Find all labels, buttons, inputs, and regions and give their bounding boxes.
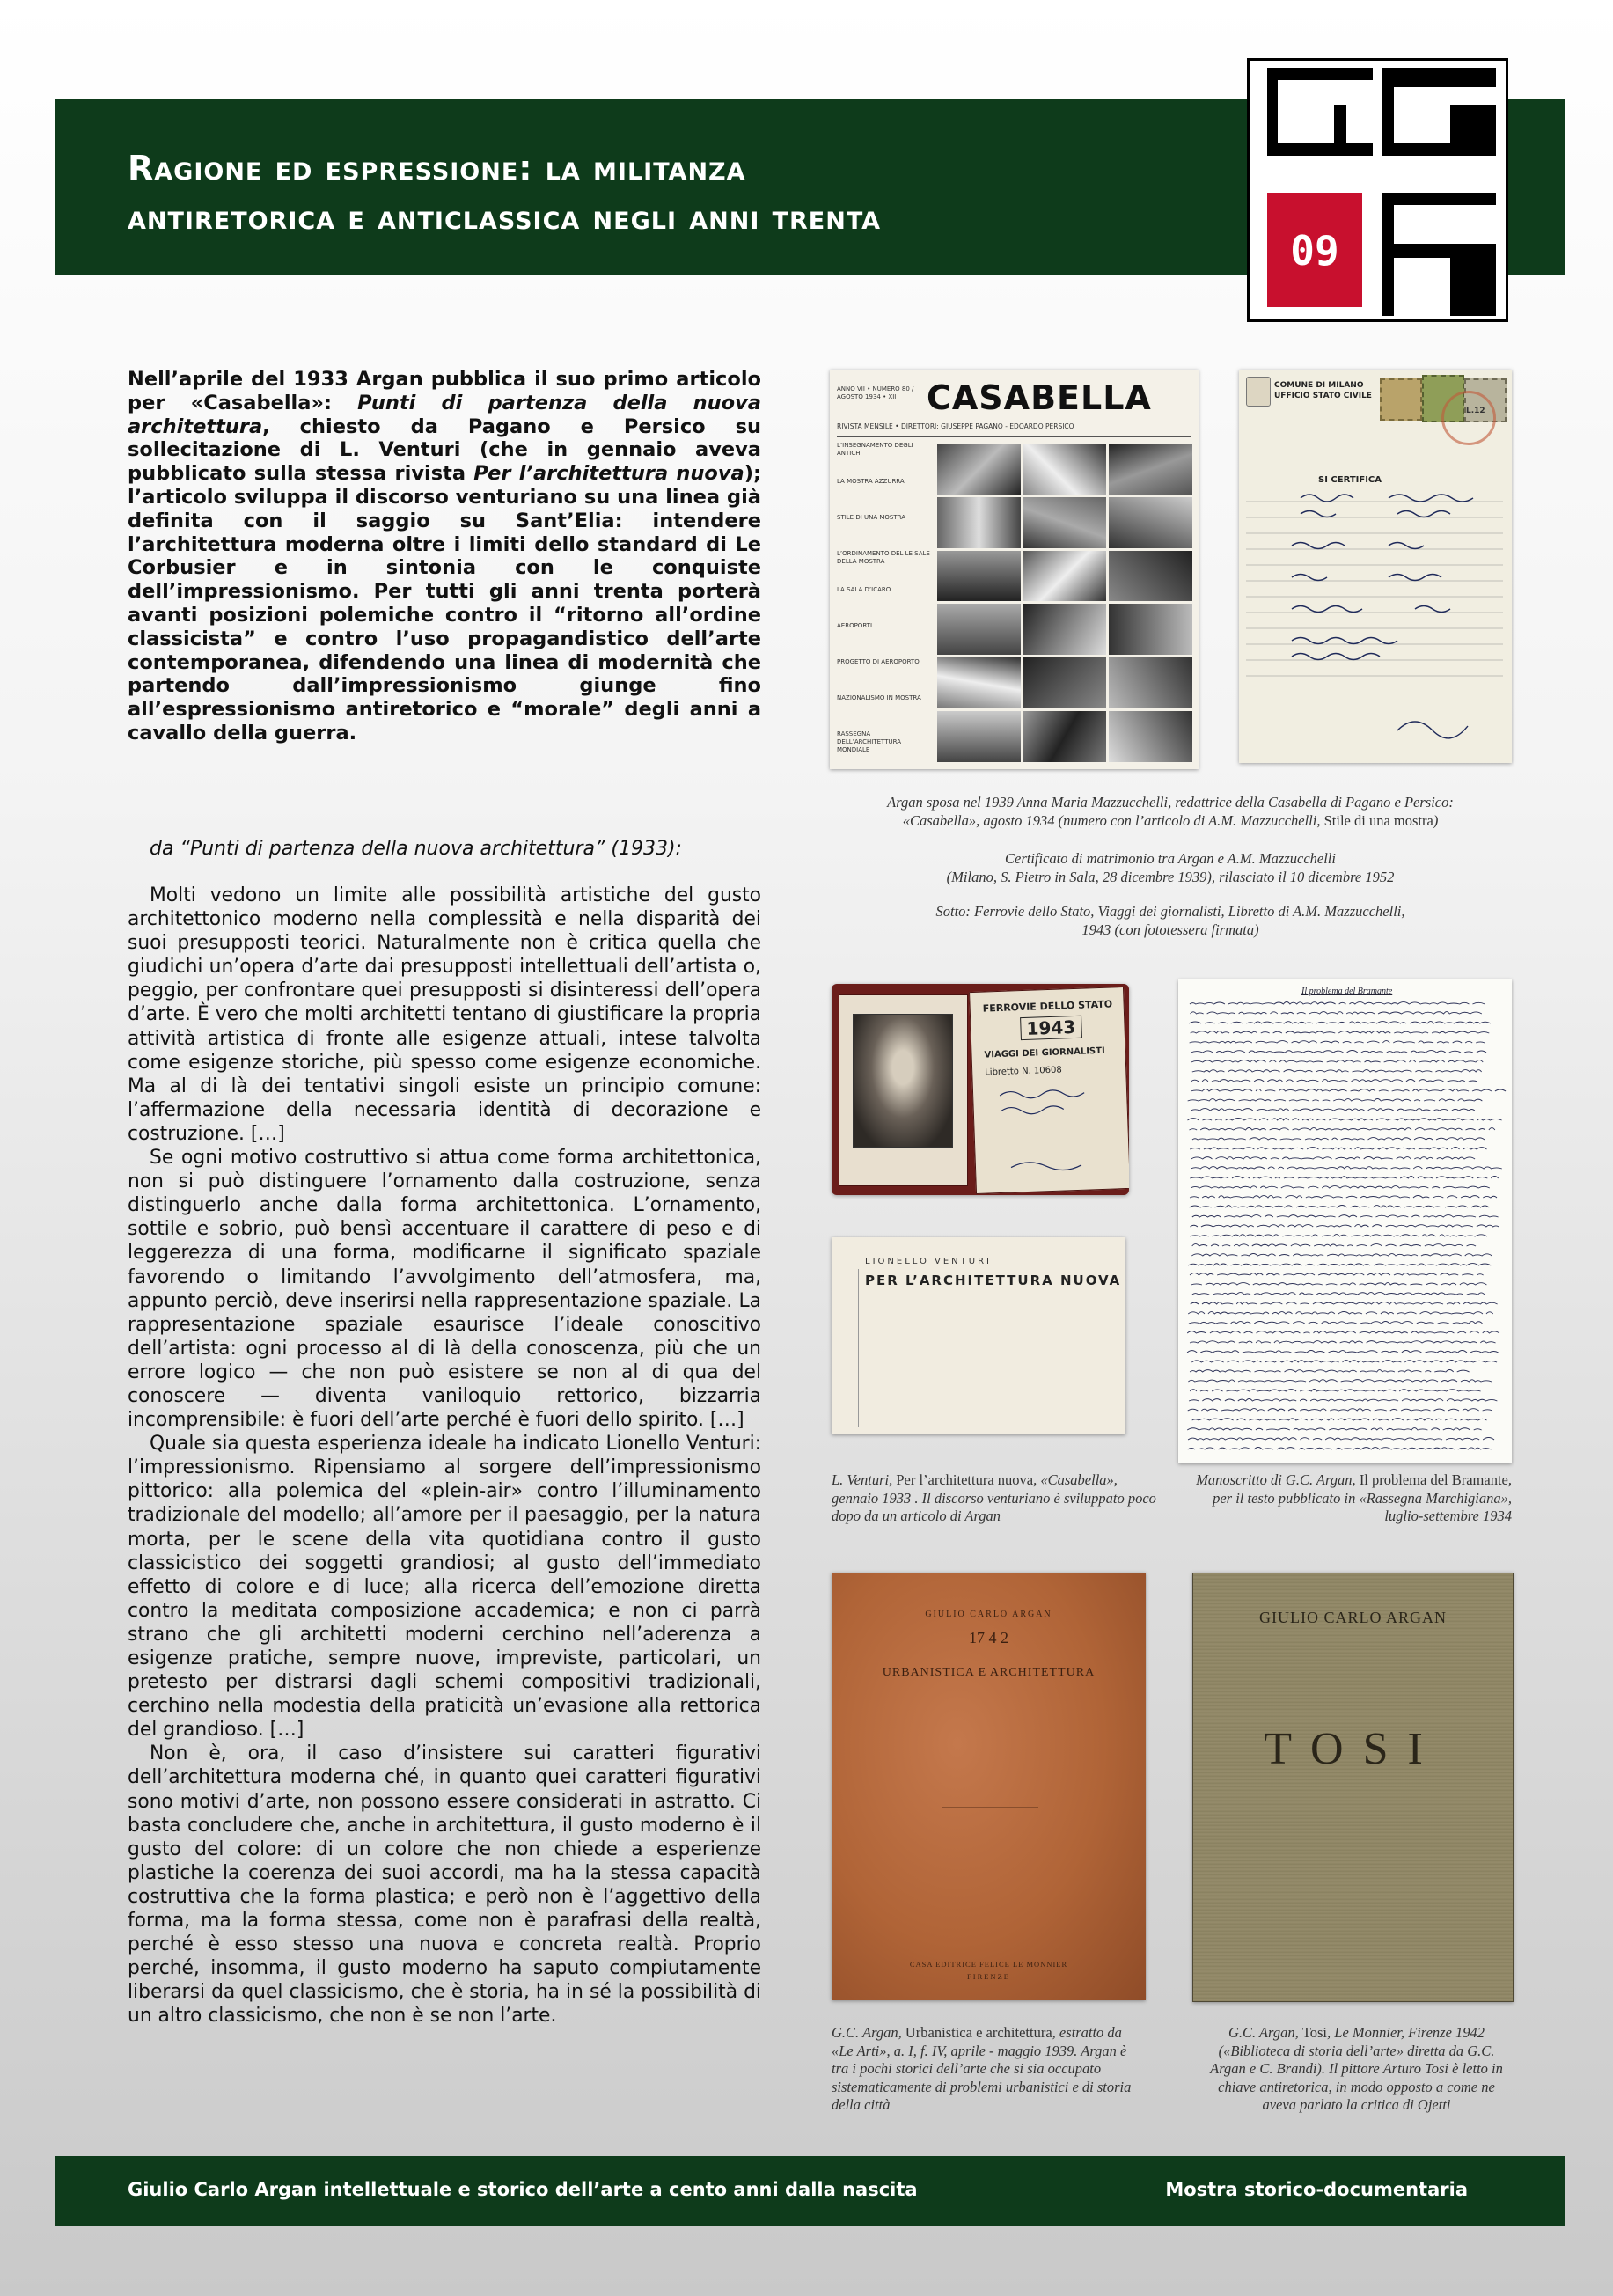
excerpt-paragraph: Se ogni motivo costruttivo si attua come forma architettonica, non si può distinguere l’ornamento dalla costruzione, senza distinguerlo anche dalla forma architettonica. L’ornamento, sottile e sobrio, può bensì accentuare il carattere di peso e di leggerezza di una forma, modificarne il significato spaziale favorendo o limitando l’avvolgimento dell’atmosfera, ma, appunto perciò, deve inserirsi nella rappresentazione spaziale. La rappresentazione spaziale esaurisce l’ideale conoscitivo dell’artista: ogni processo al di là della conoscenza, più che un errore logico — che non può esistere se non al di qua del conoscere — diventa vaniloquio rettorico, bizzarria incomprensibile: è fuori dell’arte perché è fuori dello spirito. […] bbox=[128, 1147, 761, 1432]
pass-issuer: FERROVIE DELLO STATO bbox=[982, 998, 1113, 1015]
casabella-masthead: CASABELLA bbox=[927, 378, 1152, 417]
certificate-handwriting bbox=[1239, 370, 1512, 763]
handwriting-line bbox=[1188, 1264, 1491, 1265]
handwriting-line bbox=[1190, 1002, 1485, 1005]
handwriting-line bbox=[1188, 1438, 1494, 1441]
manuscript-image bbox=[1178, 979, 1512, 1463]
excerpt-heading: da “Punti di partenza della nuova architettura” (1933): bbox=[150, 838, 682, 860]
casabella-subtitle: RIVISTA MENSILE • DIRETTORI: GIUSEPPE PAGANO - EDOARDO PERSICO bbox=[837, 422, 1074, 430]
urbanistica-publisher: CASA EDITRICE FELICE LE MONNIER bbox=[909, 1960, 1068, 1969]
handwriting-line bbox=[1187, 1351, 1499, 1353]
handwriting-line bbox=[1188, 1380, 1492, 1382]
excerpt-body bbox=[128, 884, 761, 2028]
handwriting-line bbox=[1191, 1012, 1485, 1014]
tosi-author: GIULIO CARLO ARGAN bbox=[1259, 1609, 1447, 1626]
urbanistica-extract-block bbox=[942, 1807, 1038, 1845]
caption-urbanistica: G.C. Argan, Urbanistica e architettura, estratto da «Le Arti», a. I, f. IV, aprile - maggio 1939. Argan è tra i pochi storici dell’arte che si sia occupato sistematicamente di problemi urbanistici e di storia della città bbox=[832, 2024, 1132, 2113]
venturi-title: PER L’ARCHITETTURA NUOVA bbox=[865, 1273, 1122, 1288]
handwriting-line bbox=[1190, 1273, 1484, 1275]
handwriting-line bbox=[1190, 1235, 1487, 1236]
certificate-header: COMUNE DI MILANO UFFICIO STATO CIVILE bbox=[1274, 381, 1372, 400]
handwriting-line bbox=[1189, 1022, 1491, 1023]
handwriting-line bbox=[1188, 1409, 1492, 1411]
caption-venturi: L. Venturi, Per l’architettura nuova, «Casabella», gennaio 1933 . Il discorso venturiano è sviluppato poco dopo da un articolo di Argan bbox=[832, 1471, 1156, 1524]
handwriting-line bbox=[1191, 1089, 1506, 1091]
caption-manuscript: Manoscritto di G.C. Argan, Il problema del Bramante, per il testo pubblicato in «Rassegna Marchigiana», luglio-settembre 1934 bbox=[1196, 1471, 1512, 1524]
handwriting-line bbox=[1188, 1099, 1486, 1102]
handwriting-line bbox=[1191, 1186, 1490, 1188]
handwriting-line bbox=[1191, 1051, 1490, 1053]
manuscript-handwriting bbox=[1178, 979, 1512, 1463]
handwriting-line bbox=[1191, 1080, 1477, 1082]
handwriting-line bbox=[1189, 1322, 1483, 1324]
casabella-info: ANNO VII • NUMERO 80 / AGOSTO 1934 • XII bbox=[837, 385, 914, 400]
exhibition-logo bbox=[1247, 58, 1508, 322]
logo-number: 09 bbox=[1290, 227, 1339, 275]
title-line-1: Ragione ed espressione: la militanza bbox=[128, 149, 746, 187]
urbanistica-number: 17 4 2 bbox=[969, 1629, 1008, 1647]
caption-tosi: G.C. Argan, Tosi, Le Monnier, Firenze 1942 («Biblioteca di storia dell’arte» diretta da G.C. Argan e C. Brandi). Il pittore Arturo Tosi è letto in chiave antiretorica, in modo opposto a come ne aveva parlato la critica di Ojetti bbox=[1210, 2024, 1503, 2113]
caption-certificate: Certificato di matrimonio tra Argan e A.M. Mazzucchelli (Milano, S. Pietro in Sala, 28 dicembre 1939), rilasciato il 10 dicembre 1952 bbox=[946, 850, 1395, 885]
caption-casabella: Argan sposa nel 1939 Anna Maria Mazzucchelli, redattrice della Casabella di Pagano e Persico: «Casabella», agosto 1934 (numero con l’articolo di A.M. Mazzucchelli, Stile di una mostra) bbox=[887, 794, 1454, 829]
handwriting-line bbox=[1190, 1148, 1486, 1150]
handwriting-line bbox=[1190, 1206, 1490, 1208]
tosi-book-image bbox=[1192, 1573, 1514, 2002]
pass-year: 1943 bbox=[1020, 1016, 1082, 1040]
handwriting-line bbox=[1191, 1031, 1490, 1034]
handwriting-line bbox=[1192, 1138, 1485, 1140]
handwriting-line bbox=[1190, 1041, 1485, 1043]
title-line-2: antiretorica e anticlassica negli anni trenta bbox=[128, 198, 882, 237]
logo-graphic bbox=[1250, 61, 1506, 319]
handwriting-line bbox=[1188, 1448, 1495, 1450]
casabella-toc: L’INSEGNAMENTO DEGLI ANTICHI LA MOSTRA AZZURRA STILE DI UNA MOSTRA L’ORDINAMENTO DEL LE SALE DELLA MOSTRA LA SALA D’ICARO AEROPORTI PROGETTO DI AEROPORTO NAZIONALISMO IN MOSTRA RASSEGNA DELL’ARCHITETTURA MONDIALE bbox=[837, 442, 930, 753]
handwriting-line bbox=[1189, 1128, 1494, 1131]
handwriting-line bbox=[1190, 1196, 1497, 1199]
handwriting-line bbox=[1192, 1419, 1487, 1420]
venturi-author: LIONELLO VENTURI bbox=[865, 1257, 992, 1266]
handwriting-line bbox=[1191, 1167, 1502, 1169]
pass-number: Libretto N. 10608 bbox=[985, 1065, 1062, 1078]
handwriting-line bbox=[1192, 1070, 1482, 1072]
casabella-cover-image bbox=[830, 370, 1199, 769]
footer-band bbox=[55, 2156, 1565, 2226]
handwriting-line bbox=[1190, 1341, 1496, 1343]
handwriting-line bbox=[1191, 1254, 1492, 1257]
excerpt-paragraph: Non è, ora, il caso d’insistere sui caratteri figurativi dell’architettura moderna ché, in quanto quei caratteri figurativi sono motivi d’arte, non possono essere considerati in astratto. Ci basta concludere che, anche in architettura, il gusto moderno è il gusto del colore: di un colore che non chiede a esperienze plastiche la coerenza dei suoi accordi, ma ha la stessa capacità costruttiva che la forma plastica; e però non è l’aggettivo della forma, ma la forma stessa, come non è parafrasi della realtà, perché è esso stesso una nuova e concreta realtà. Proprio perché, insomma, il gusto moderno ha saputo compiutamente liberarsi da quel classicismo, che è storia, ha in sé la possibilità di un altro classicismo, che non è se non l’arte. bbox=[128, 1742, 761, 2028]
handwriting-line bbox=[1190, 1177, 1499, 1179]
urbanistica-city: FIRENZE bbox=[967, 1972, 1010, 1981]
page-title bbox=[128, 143, 881, 242]
urbanistica-title: URBANISTICA E ARCHITETTURA bbox=[882, 1666, 1096, 1679]
handwriting-line bbox=[1188, 1312, 1492, 1315]
handwriting-line bbox=[1191, 1157, 1476, 1160]
venturi-booklet-image bbox=[832, 1237, 1125, 1434]
excerpt-paragraph: Quale sia questa esperienza ideale ha indicato Lionello Venturi: l’impressionismo. Ripensiamo al sorgere dell’impressionismo pittorico: alla polemica del «plein-air» contro l’illuminamento tradizionale del modello; all’amore per il paesaggio, per la natura morta, per le scene della vita quotidiana contro il gusto classicistico dei soggetti grandiosi; al gusto dell’immediato effetto di colore e di luce; alla ricerca dell’emozione diretta contro la meditata composizione accademica; e non ci parrà strano che gli architetti moderni cerchino nell’aderenza a esigenze pratiche, sempre nuove, impreviste, particolari, un pretesto per distrarsi dagli schemi compositivi tradizionali, cerchino nella modestia della praticità un’evasione alla rettorica del grandioso. […] bbox=[128, 1433, 761, 1742]
urbanistica-book-image bbox=[832, 1573, 1146, 2000]
handwriting-line bbox=[1191, 1283, 1486, 1285]
caption-tessera: Sotto: Ferrovie dello Stato, Viaggi dei giornalisti, Libretto di A.M. Mazzucchelli, 1943 (con fototessera firmata) bbox=[935, 903, 1405, 938]
handwriting-line bbox=[1187, 1331, 1499, 1333]
handwriting-line bbox=[1187, 1119, 1501, 1121]
handwriting-line bbox=[1190, 1390, 1484, 1392]
handwriting-line bbox=[1191, 1060, 1484, 1063]
footer-title: Giulio Carlo Argan intellettuale e storico dell’arte a cento anni dalla nascita bbox=[128, 2179, 918, 2200]
handwriting-line bbox=[1192, 1215, 1499, 1217]
handwriting-line bbox=[1192, 1293, 1485, 1295]
handwriting-line bbox=[1189, 1399, 1500, 1402]
intro-paragraph: Nell’aprile del 1933 Argan pubblica il suo primo articolo per «Casabella»: Punti di partenza della nuova architettura, chiesto da Pagano e Persico su sollecitazione di L. Venturi (che in gennaio aveva pubblicato sulla stessa rivista Per l’architettura nuova); l’articolo sviluppa il discorso venturiano su una linea già definita con il saggio su Sant’Elia: intendere l’architettura moderna oltre i limiti dello standard di Le Corbusier e in sintonia con le conquiste dell’impressionismo. Per tutti gli anni trenta porterà avanti posizioni polemiche contro il “ritorno all’ordine classicista” e contro l’uso propagandistico dell’arte contemporanea, difendendo una linea di modernità che partendo dall’impressionismo giunge fino all’espressionismo antiretorico e “morale” degli anni a cavallo della guerra. bbox=[128, 368, 761, 745]
handwriting-line bbox=[1187, 1428, 1481, 1430]
handwriting-line bbox=[1191, 1361, 1500, 1363]
railway-pass-image bbox=[832, 984, 1129, 1195]
certificate-heading: SI CERTIFICA bbox=[1318, 475, 1382, 485]
footer-subtitle: Mostra storico-documentaria bbox=[1165, 2179, 1468, 2200]
revenue-stamps: L.12 bbox=[1380, 375, 1505, 424]
excerpt-paragraph: Molti vedono un limite alle possibilità artistiche del gusto architettonico moderno nella complessità e nella disparità dei suoi presupposti teorici. Naturalmente non è critica quella che giudichi un’opera d’arte dai presupposti intellettuali dell’artista o, peggio, per confrontare quei presupposti si disinteressi dell’opera d’arte. È vero che molti architetti tentano di giustificare la propria attività artistica di fronte alle esigenze attuali, intese talvolta come esigenze storiche, più spesso come esigenze economiche. Ma al di là dei tentativi singoli esiste un principio comune: l’affermazione della necessaria identità di decorazione e costruzione. […] bbox=[128, 884, 761, 1145]
marriage-certificate-image bbox=[1239, 370, 1512, 763]
handwriting-line bbox=[1191, 1225, 1499, 1227]
handwriting-line bbox=[1191, 1302, 1501, 1304]
handwriting-line bbox=[1191, 1109, 1475, 1111]
handwriting-line bbox=[1190, 1370, 1473, 1373]
tosi-title: TOSI bbox=[1264, 1724, 1442, 1774]
manuscript-title: Il problema del Bramante bbox=[1301, 987, 1393, 996]
pass-type: VIAGGI DEI GIORNALISTI bbox=[984, 1045, 1105, 1060]
casabella-photo-grid bbox=[937, 444, 1192, 762]
pass-photo bbox=[853, 1014, 953, 1148]
urbanistica-author: GIULIO CARLO ARGAN bbox=[925, 1610, 1052, 1619]
handwriting-line bbox=[1192, 1244, 1476, 1246]
